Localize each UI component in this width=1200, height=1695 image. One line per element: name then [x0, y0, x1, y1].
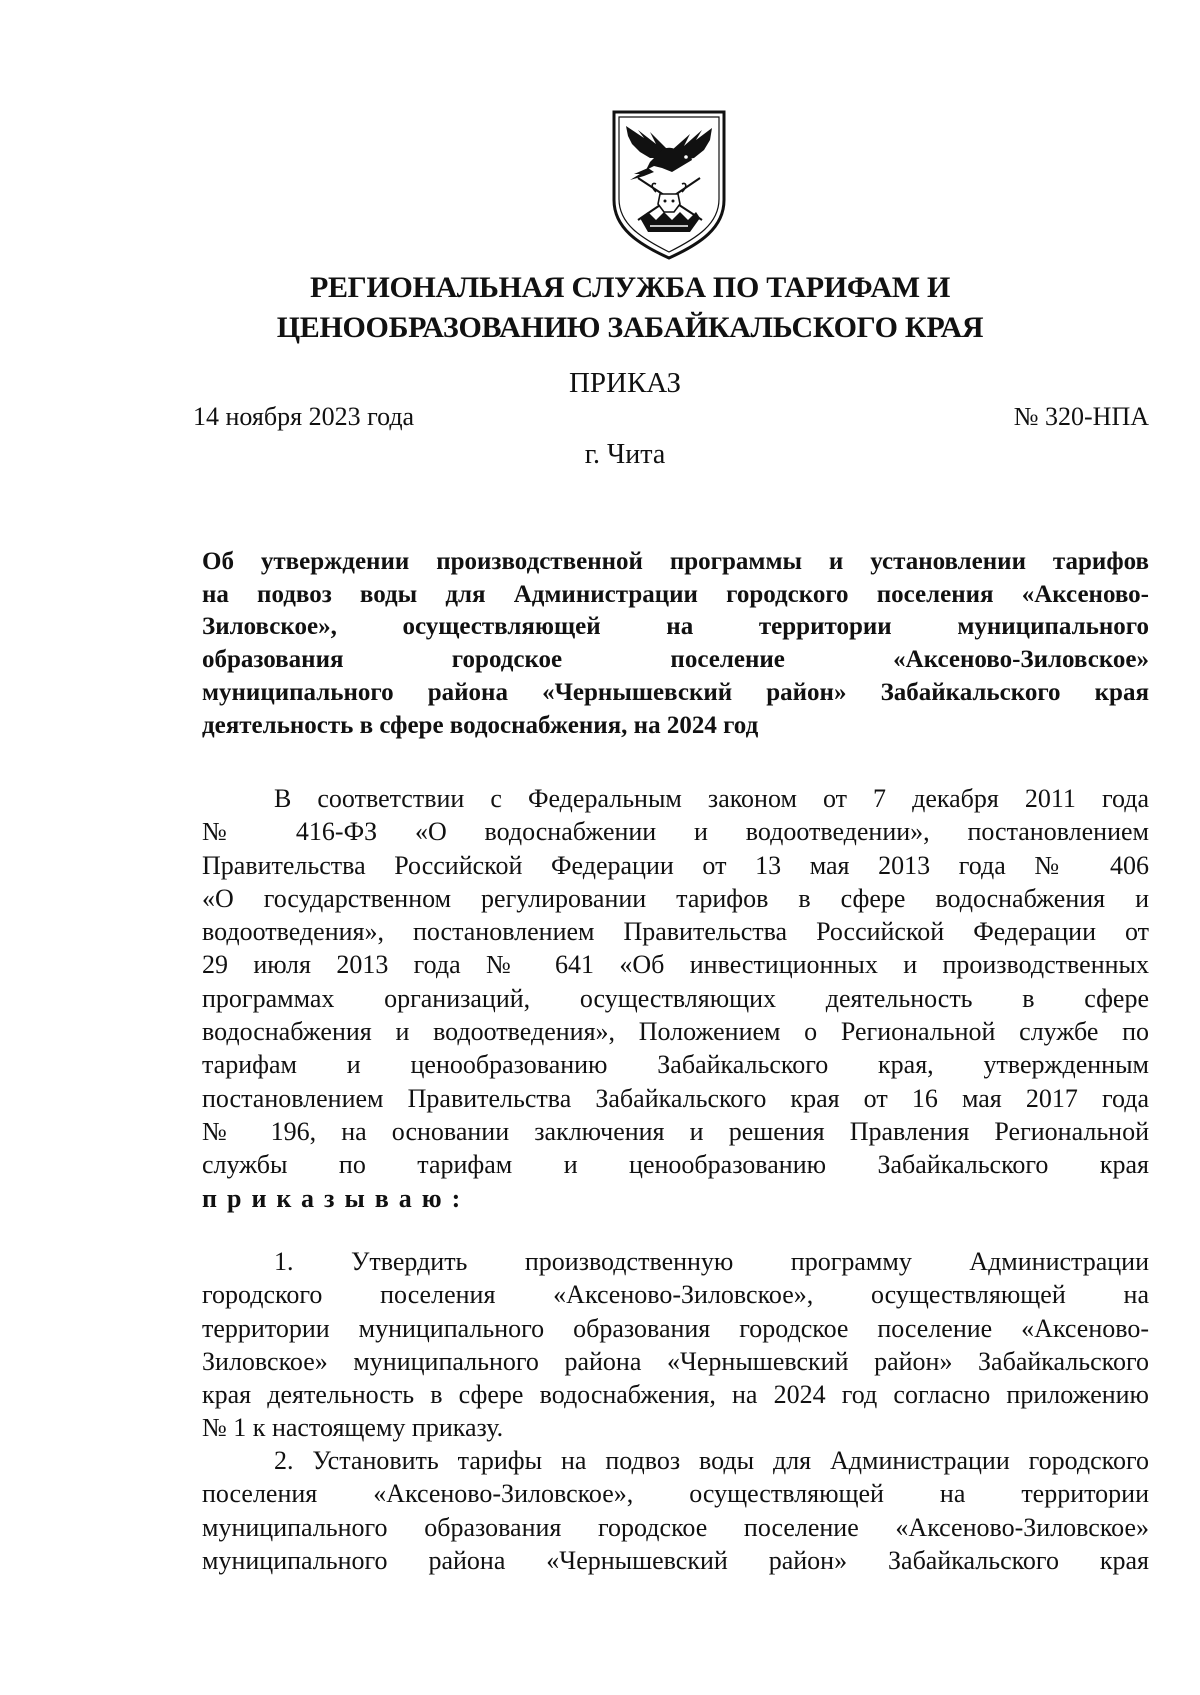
preamble-line: № 196, на основании заключения и решения Правления Региональной: [202, 1116, 1149, 1146]
organization-title-line: РЕГИОНАЛЬНАЯ СЛУЖБА ПО ТАРИФАМ И: [309, 271, 951, 304]
subject-line: Об утверждении производственной программы и установлении тарифов: [202, 548, 1149, 575]
subject-line: Зиловское», осуществляющей на территории муниципального: [202, 613, 1149, 641]
document-subject: [202, 546, 1149, 742]
order-item-line: муниципального образования городское поселение «Аксеново-Зиловское»: [202, 1512, 1149, 1542]
preamble-line: Правительства Российской Федерации от 13 мая 2013 года № 406: [202, 850, 1149, 880]
preamble-line: 29 июля 2013 года № 641 «Об инвестиционных и производственных: [202, 950, 1149, 980]
preamble-line: «О государственном регулировании тарифов в сфере водоснабжения и: [202, 883, 1149, 913]
document-date: 14 ноября 2023 года: [193, 402, 415, 431]
document-city: г. Чита: [584, 439, 666, 470]
preamble-paragraph: [202, 782, 1149, 1215]
preamble-line: водоотведения», постановлением Правительства Российской Федерации от: [202, 917, 1149, 947]
order-item-line: поселения «Аксеново-Зиловское», осуществляющей на территории: [202, 1479, 1149, 1509]
order-item-line: 2. Установить тарифы на подвоз воды для Администрации городского: [274, 1446, 1149, 1475]
subject-line: образования городское поселение «Аксеново-Зиловское»: [202, 646, 1149, 674]
preamble-line: тарифам и ценообразованию Забайкальского края, утвержденным: [202, 1050, 1149, 1080]
subject-line: муниципального района «Чернышевский район» Забайкальского края: [202, 678, 1149, 706]
document-type: ПРИКАЗ: [568, 367, 682, 399]
preamble-line: В соответствии с Федеральным законом от 7 декабря 2011 года: [274, 784, 1149, 813]
order-item-line: муниципального района «Чернышевский район» Забайкальского края: [202, 1545, 1149, 1575]
order-item-2: [202, 1444, 1149, 1577]
order-word: приказываю:: [202, 1183, 471, 1213]
order-item-line: городского поселения «Аксеново-Зиловское», осуществляющей на: [202, 1280, 1149, 1310]
order-item-line: Зиловское» муниципального района «Чернышевский район» Забайкальского: [202, 1346, 1149, 1376]
document-number: № 320-НПА: [1013, 402, 1149, 431]
preamble-line: службы по тарифам и ценообразованию Забайкальского края: [202, 1150, 1149, 1180]
order-item-line: 1. Утвердить производственную программу Администрации: [274, 1247, 1149, 1276]
subject-line: деятельность в сфере водоснабжения, на 2024 год: [202, 711, 759, 739]
preamble-line: программах организаций, осуществляющих деятельность в сфере: [202, 983, 1149, 1013]
order-item-line: края деятельность в сфере водоснабжения, на 2024 год согласно приложению: [202, 1380, 1149, 1410]
preamble-line: водоснабжения и водоотведения», Положением о Региональной службе по: [202, 1017, 1149, 1047]
order-item-line: территории муниципального образования городское поселение «Аксеново-: [202, 1313, 1149, 1343]
coat-of-arms-emblem: [610, 108, 728, 260]
order-item-line: № 1 к настоящему приказу.: [202, 1413, 504, 1443]
preamble-line: № 416-ФЗ «О водоснабжении и водоотведении», постановлением: [202, 817, 1149, 847]
organization-title: [180, 268, 1080, 348]
subject-line: на подвоз воды для Администрации городского поселения «Аксеново-: [202, 580, 1149, 608]
organization-title-line: ЦЕНООБРАЗОВАНИЮ ЗАБАЙКАЛЬСКОГО КРАЯ: [276, 311, 984, 344]
preamble-line: постановлением Правительства Забайкальского края от 16 мая 2017 года: [202, 1083, 1149, 1113]
order-item-1: [202, 1245, 1149, 1445]
